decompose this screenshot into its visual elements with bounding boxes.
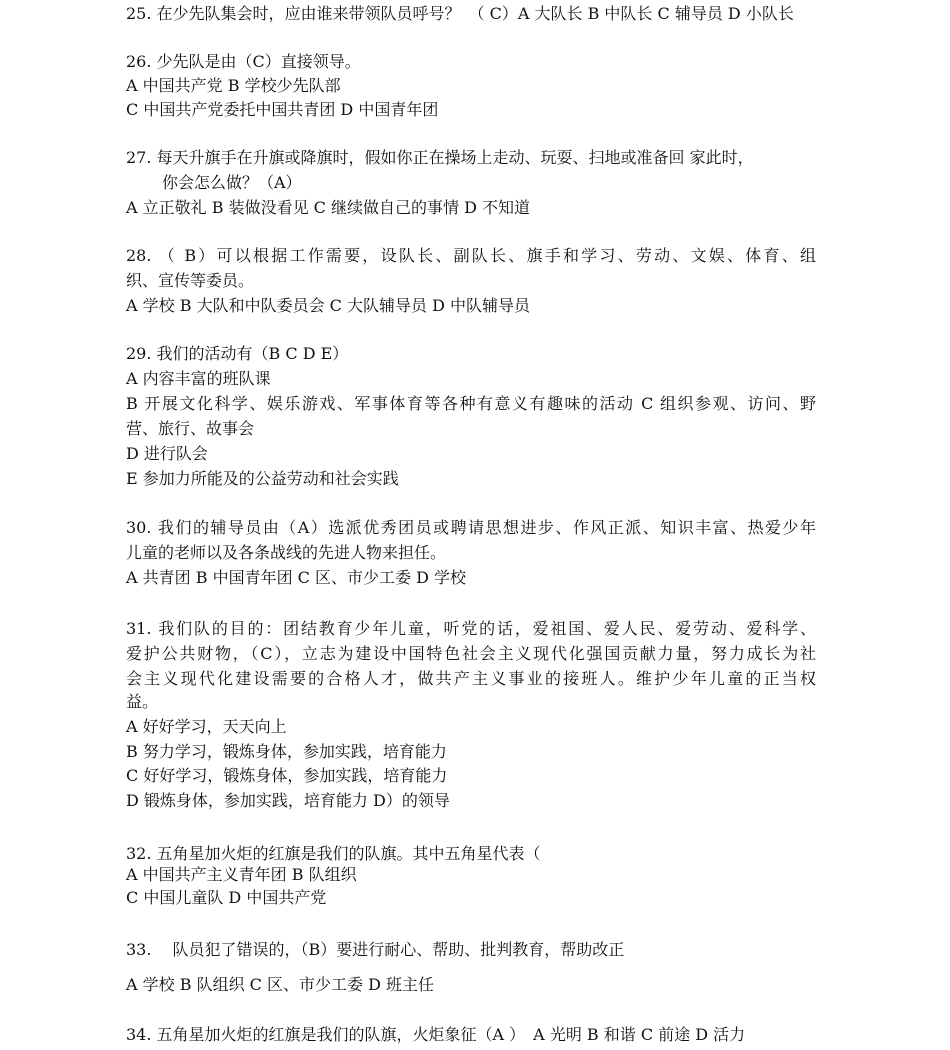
- q29-option-e: E 参加力所能及的公益劳动和社会实践: [126, 469, 399, 488]
- q32-stem: 32. 五角星加火炬的红旗是我们的队旗。其中五角星代表（: [126, 844, 541, 863]
- q31-option-c: C 好好学习，锻炼身体，参加实践，培育能力: [126, 766, 448, 785]
- q29-option-b-line2: 营、旅行、故事会: [126, 419, 255, 438]
- q30-stem-line2: 儿童的老师以及各条战线的先进人物来担任。: [126, 543, 447, 562]
- q26-options-1: A 中国共产党 B 学校少先队部: [126, 76, 341, 95]
- q31-option-d: D 锻炼身体，参加实践，培育能力 D）的领导: [126, 791, 450, 810]
- q25-stem: 25. 在少先队集会时，应由谁来带领队员呼号？ （ C）A 大队长 B 中队长 C 辅导员 D 小队长: [126, 4, 794, 23]
- q31-option-a: A 好好学习，天天向上: [126, 717, 287, 736]
- q29-stem: 29. 我们的活动有（B C D E）: [126, 344, 349, 363]
- q34-stem: 34. 五角星加火炬的红旗是我们的队旗，火炬象征（A ） A 光明 B 和谐 C 前途 D 活力: [126, 1025, 746, 1044]
- q31-stem-line4: 益。: [126, 692, 159, 711]
- q31-option-b: B 努力学习，锻炼身体，参加实践，培育能力: [126, 742, 447, 761]
- q26-options-2: C 中国共产党委托中国共青团 D 中国青年团: [126, 100, 439, 119]
- q33-options: A 学校 B 队组织 C 区、市少工委 D 班主任: [126, 975, 434, 994]
- q29-option-a: A 内容丰富的班队课: [126, 369, 271, 388]
- q31-stem-line3: 会主义现代化建设需要的合格人才，做共产主义事业的接班人。维护少年儿童的正当权: [126, 669, 816, 688]
- q30-options: A 共青团 B 中国青年团 C 区、市少工委 D 学校: [126, 568, 466, 587]
- q27-stem-line1: 27. 每天升旗手在升旗或降旗时，假如你正在操场上走动、玩耍、扫地或准备回 家此时，: [126, 148, 754, 167]
- q31-stem-line1: 31. 我们队的目的：团结教育少年儿童，听党的话，爱祖国、爱人民、爱劳动、爱科学、: [126, 619, 816, 638]
- q28-stem-line1: 28. （ B）可以根据工作需要，设队长、副队长、旗手和学习、劳动、文娱、体育、组: [126, 246, 816, 265]
- q28-stem-line2: 织、宣传等委员。: [126, 271, 255, 290]
- q30-stem-line1: 30. 我们的辅导员由（A）选派优秀团员或聘请思想进步、作风正派、知识丰富、热爱少年: [126, 518, 816, 537]
- q28-options: A 学校 B 大队和中队委员会 C 大队辅导员 D 中队辅导员: [126, 296, 530, 315]
- q29-option-b-line1: B 开展文化科学、娱乐游戏、军事体育等各种有意义有趣味的活动 C 组织参观、访问、野: [126, 394, 816, 413]
- q31-stem-line2: 爱护公共财物，（C），立志为建设中国特色社会主义现代化强国贡献力量，努力成长为社: [126, 644, 816, 663]
- q29-option-d: D 进行队会: [126, 444, 208, 463]
- q26-stem: 26. 少先队是由（C）直接领导。: [126, 52, 361, 71]
- q32-options-1: A 中国共产主义青年团 B 队组织: [126, 865, 357, 884]
- q33-stem: 33. 队员犯了错误的，（B）要进行耐心、帮助、批判教育，帮助改正: [126, 940, 625, 959]
- q32-options-2: C 中国儿童队 D 中国共产党: [126, 888, 327, 907]
- q27-options: A 立正敬礼 B 装做没看见 C 继续做自己的事情 D 不知道: [126, 198, 530, 217]
- q27-stem-line2: 你会怎么做？（A）: [162, 173, 302, 192]
